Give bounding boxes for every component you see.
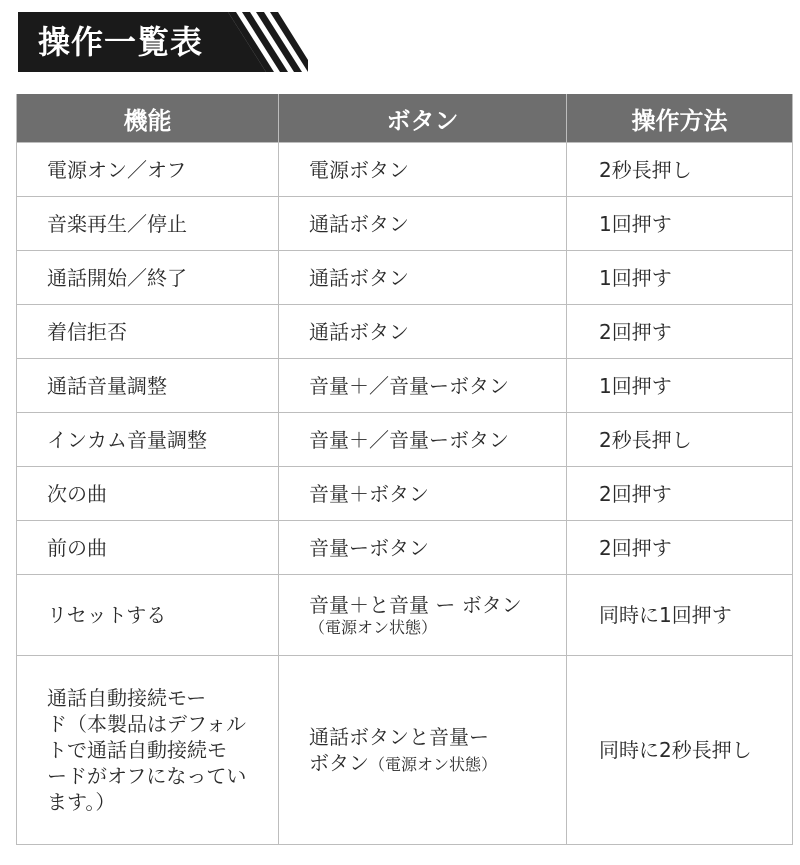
cell-button: 音量＋／音量ーボタン — [279, 359, 567, 413]
page-title: 操作一覧表 — [38, 23, 204, 61]
cell-operation: 2回押す — [567, 467, 793, 521]
cell-button: 音量＋ボタン — [279, 467, 567, 521]
table-row — [17, 143, 793, 197]
cell-button: 通話ボタン — [279, 197, 567, 251]
cell-function — [17, 656, 279, 845]
button-line — [309, 750, 566, 776]
button-note: （電源オン状態） — [369, 755, 498, 774]
cell-function: 通話音量調整 — [17, 359, 279, 413]
cell-button — [279, 656, 567, 845]
function-line: 通話自動接続モー — [47, 686, 207, 710]
cell-function: 次の曲 — [17, 467, 279, 521]
table-row — [17, 656, 793, 845]
button-text: 音量＋と音量 ー ボタン — [309, 592, 522, 617]
cell-function: 音楽再生／停止 — [17, 197, 279, 251]
cell-function: インカム音量調整 — [17, 413, 279, 467]
cell-operation: 同時に1回押す — [567, 575, 793, 656]
cell-operation: 2秒長押し — [567, 143, 793, 197]
cell-operation: 2回押す — [567, 305, 793, 359]
cell-button: 電源ボタン — [279, 143, 567, 197]
cell-operation: 同時に2秒長押し — [567, 656, 793, 845]
table-row — [17, 467, 793, 521]
button-note: （電源オン状態） — [309, 617, 438, 637]
function-line: トで通話自動接続モ — [47, 738, 227, 762]
cell-button: 通話ボタン — [279, 305, 567, 359]
function-line: ードがオフになってい — [47, 764, 247, 788]
cell-operation: 2回押す — [567, 521, 793, 575]
header-button: ボタン — [279, 94, 567, 143]
cell-operation: 1回押す — [567, 197, 793, 251]
cell-button: 通話ボタン — [279, 251, 567, 305]
title-banner — [18, 12, 308, 72]
table-row — [17, 413, 793, 467]
cell-operation: 1回押す — [567, 251, 793, 305]
button-line: 通話ボタンと音量ー — [309, 725, 489, 749]
cell-function: 前の曲 — [17, 521, 279, 575]
table-row — [17, 359, 793, 413]
table-row — [17, 197, 793, 251]
cell-button: 音量ーボタン — [279, 521, 567, 575]
cell-function: リセットする — [17, 575, 279, 656]
function-line: ド（本製品はデフォル — [47, 712, 246, 736]
stripes-decoration — [228, 12, 308, 72]
cell-operation: 2秒長押し — [567, 413, 793, 467]
function-line: ます。） — [47, 790, 116, 814]
cell-function: 電源オン／オフ — [17, 143, 279, 197]
button-line-text: ボタン — [309, 751, 369, 775]
cell-button: 音量＋／音量ーボタン — [279, 413, 567, 467]
table-row — [17, 251, 793, 305]
cell-operation: 1回押す — [567, 359, 793, 413]
cell-function: 着信拒否 — [17, 305, 279, 359]
table-header-row — [17, 94, 793, 143]
operation-table — [16, 94, 793, 845]
cell-function: 通話開始／終了 — [17, 251, 279, 305]
header-operation: 操作方法 — [567, 94, 793, 143]
header-function: 機能 — [17, 94, 279, 143]
table-row — [17, 575, 793, 656]
table-row — [17, 305, 793, 359]
cell-button — [279, 575, 567, 656]
table-row — [17, 521, 793, 575]
